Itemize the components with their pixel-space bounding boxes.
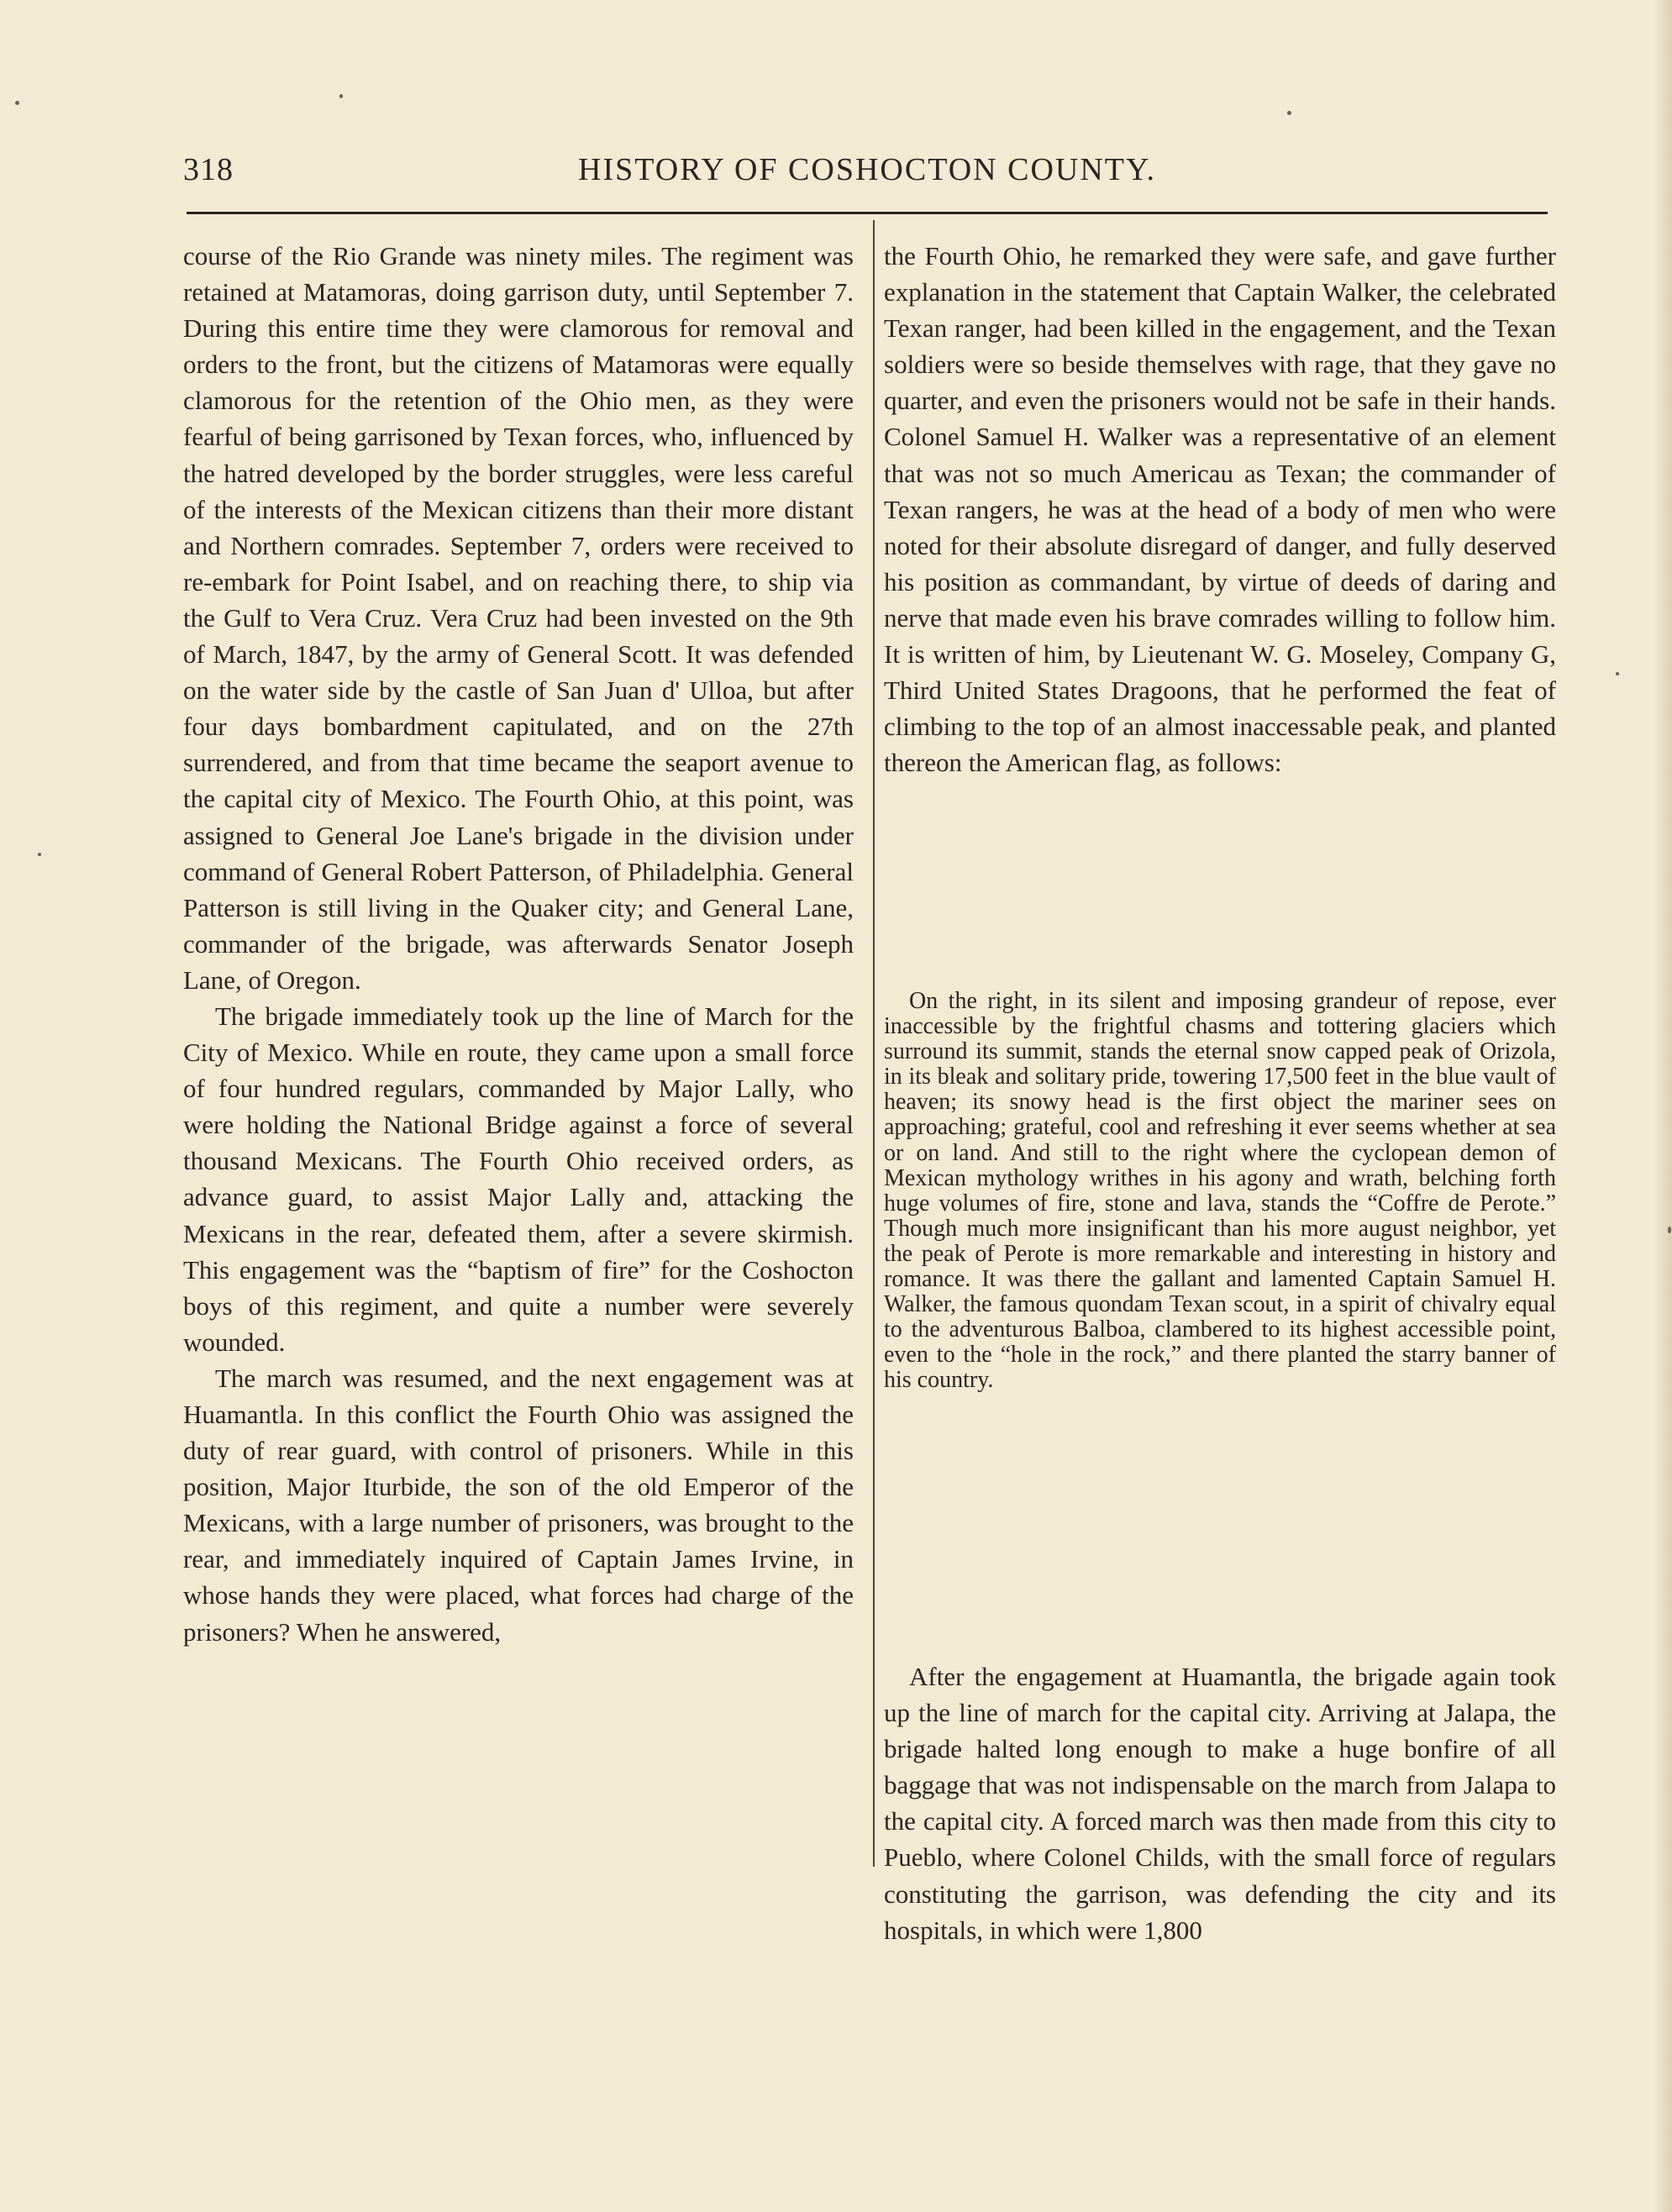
- paper-speck: [339, 94, 343, 98]
- right-column-top: [884, 238, 1556, 780]
- paper-speck: [1616, 672, 1619, 675]
- page-number: 318: [183, 152, 234, 187]
- running-title: HISTORY OF COSHOCTON COUNTY.: [578, 152, 1157, 187]
- right-column-bottom: [884, 1658, 1556, 1948]
- right-paragraph-2: After the engagement at Huamantla, the brigade again took up the line of march for the capital city. Arriving at Jalapa, the brigade halted long enough to make a huge bonfire of all baggage that was not indispensable on the march from Jalapa to the capital city. A forced march was then made from this city to Pueblo, where Colonel Childs, with the small force of regulars constituting the garrison, was defending the city and its hospitals, in which were 1,800: [884, 1662, 1556, 1945]
- left-paragraph-2: The brigade immediately took up the line of March for the City of Mexico. While en route, they came upon a small force of four hundred regulars, commanded by Major Lally, who were holding the National Bridge against a force of several thousand Mexicans. The Fourth Ohio received orders, as advance guard, to assist Major Lally and, attacking the Mexicans in the rear, defeated them, after a severe skirmish. This engagement was the “baptism of fire” for the Coshocton boys of this regiment, and quite a number were severely wounded.: [183, 1001, 854, 1357]
- left-paragraph-3: The march was resumed, and the next engagement was at Huamantla. In this conflict the Fourth Ohio was assigned the duty of rear guard, with control of prisoners. While in this position, Major Iturbide, the son of the old Emperor of the Mexicans, with a large number of prisoners, was brought to the rear, and immediately inquired of Captain James Irvine, in whose hands they were placed, what forces had charge of the prisoners? When he answered,: [183, 1363, 854, 1647]
- header-rule: [187, 212, 1548, 214]
- page-edge-shadow: [1654, 0, 1672, 2212]
- left-column: [183, 238, 854, 1650]
- page-header: [183, 151, 1553, 195]
- right-paragraph-1: the Fourth Ohio, he remarked they were safe, and gave further explanation in the statement that Captain Walker, the celebrated Texan ranger, had been killed in the engagement, and the Texan soldiers were so beside themselves with rage, that they gave no quarter, and even the prisoners would not be safe in their hands. Colonel Samuel H. Walker was a representative of an element that was not so much Americau as Texan; the commander of Texan rangers, he was at the head of a body of men who were noted for their absolute disregard of danger, and fully deserved his position as commandant, by virtue of deeds of daring and nerve that made even his brave comrades willing to follow him. It is written of him, by Lieutenant W. G. Moseley, Company G, Third United States Dragoons, that he performed the feat of climbing to the top of an almost inaccessable peak, and planted thereon the American flag, as follows:: [884, 241, 1556, 778]
- paper-speck: [1668, 1227, 1671, 1233]
- paper-speck: [15, 101, 19, 105]
- left-paragraph-1: course of the Rio Grande was ninety miles. The regiment was retained at Matamoras, doing garrison duty, until September 7. During this entire time they were clamorous for removal and orders to the front, but the citizens of Matamoras were equally clamorous for the retention of the Ohio men, as they were fearful of being garrisoned by Texan forces, who, influenced by the hatred developed by the border struggles, were less careful of the interests of the Mexican citizens than their more distant and Northern comrades. September 7, orders were received to re-embark for Point Isabel, and on reaching there, to ship via the Gulf to Vera Cruz. Vera Cruz had been invested on the 9th of March, 1847, by the army of General Scott. It was defended on the water side by the castle of San Juan d' Ulloa, but after four days bombardment capitulated, and on the 27th surrendered, and from that time became the seaport avenue to the capital city of Mexico. The Fourth Ohio, at this point, was assigned to General Joe Lane's brigade in the division under command of General Robert Patterson, of Philadelphia. General Patterson is still living in the Quaker city; and General Lane, commander of the brigade, was afterwards Senator Joseph Lane, of Oregon.: [183, 241, 854, 995]
- paper-speck: [1287, 111, 1291, 115]
- block-quote: [884, 989, 1556, 1394]
- column-divider: [873, 220, 875, 1867]
- quote-text: On the right, in its silent and imposing grandeur of repose, ever inaccessible by the frightful chasms and tottering glaciers which surround its summit, stands the eternal snow capped peak of Orizola, in its bleak and solitary pride, towering 17,500 feet in the blue vault of heaven; its snowy head is the first object the mariner sees on approaching; grateful, cool and refreshing it ever seems whether at sea or on land. And still to the right where the cyclopean demon of Mexican mythology writhes in his agony and wrath, belching forth huge volumes of fire, stone and lava, stands the “Coffre de Perote.” Though much more insignificant than his more august neighbor, yet the peak of Perote is more remarkable and interesting in history and romance. It was there the gallant and lamented Captain Samuel H. Walker, the famous quondam Texan scout, in a spirit of chivalry equal to the adventurous Balboa, clambered to its highest accessible point, even to the “hole in the rock,” and there planted the starry banner of his country.: [884, 988, 1556, 1394]
- paper-speck: [38, 853, 41, 856]
